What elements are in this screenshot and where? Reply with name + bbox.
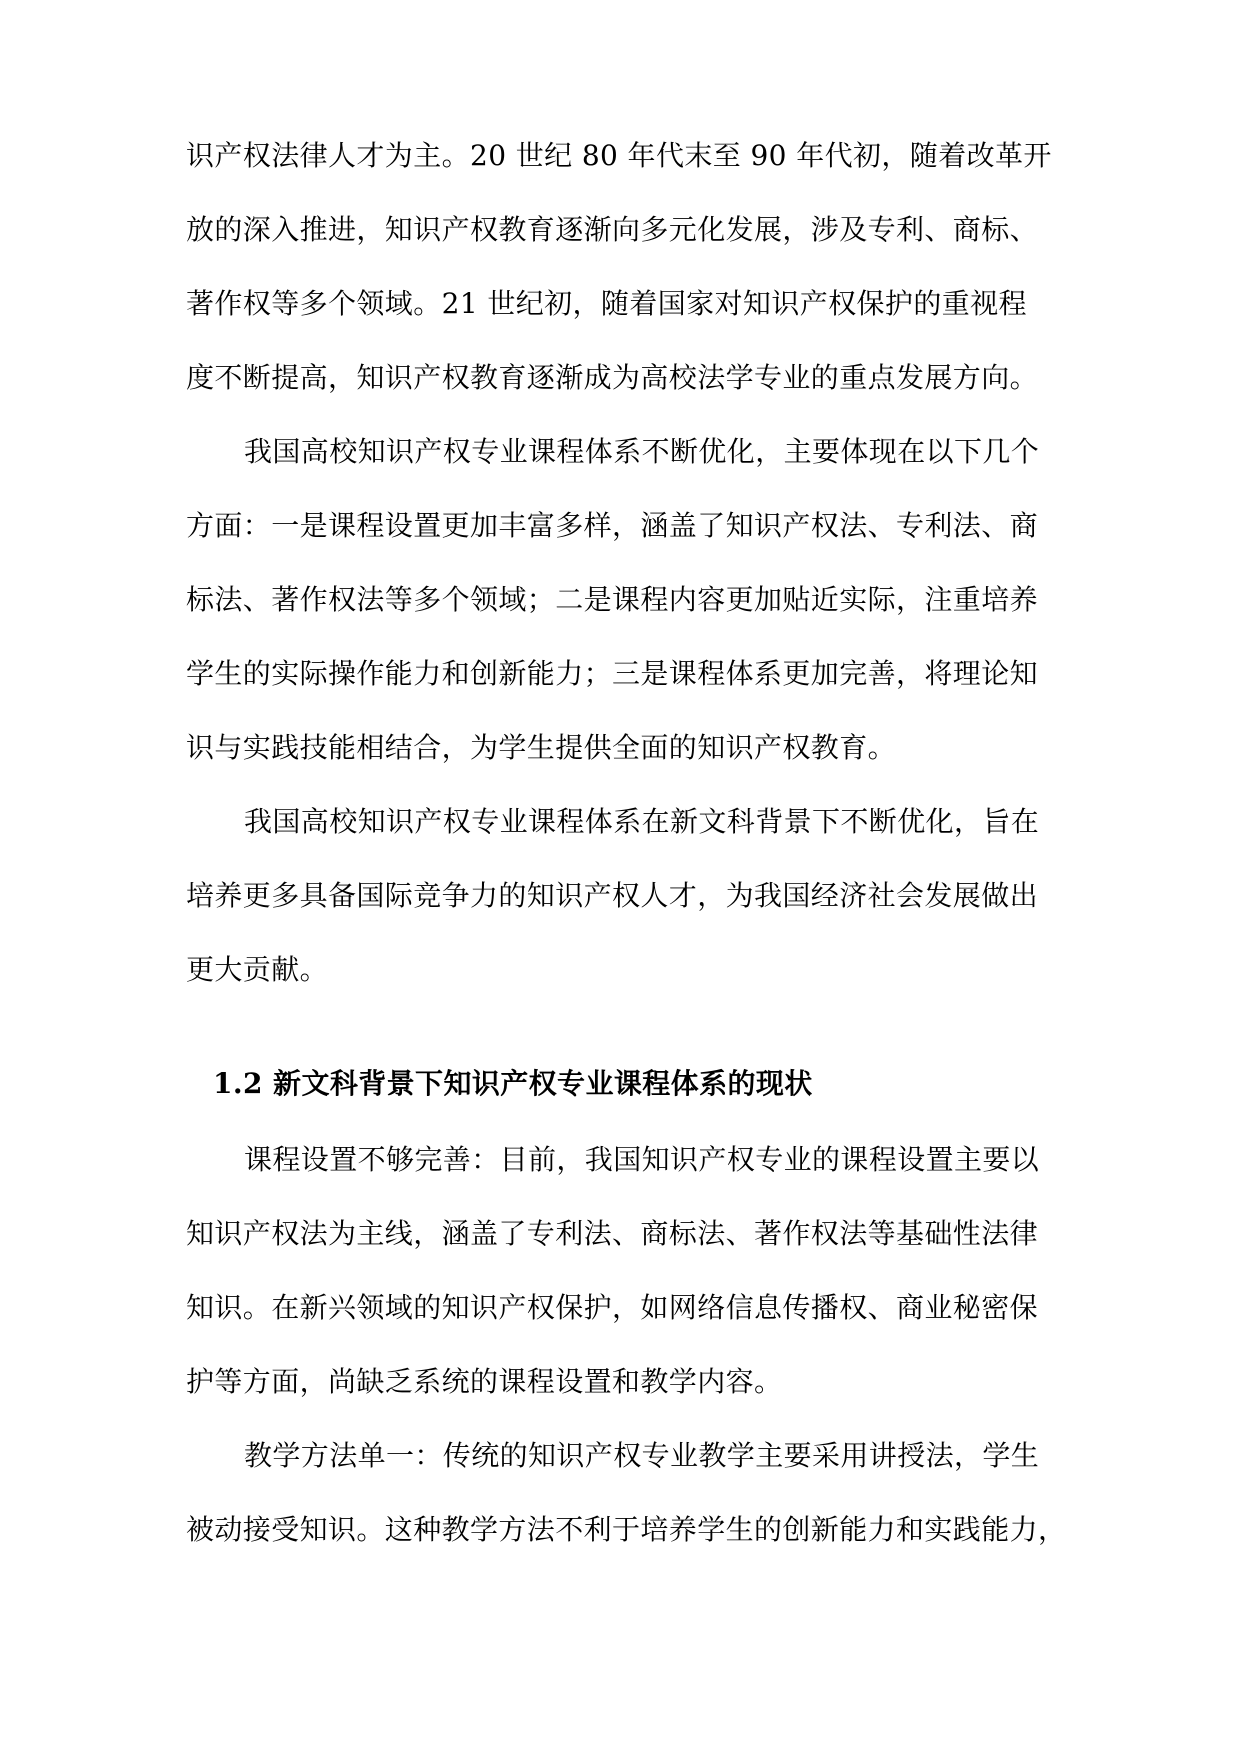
paragraph-line: 培养更多具备国际竞争力的知识产权人才，为我国经济社会发展做出 [186,879,1039,912]
paragraph-line: 度不断提高，知识产权教育逐渐成为高校法学专业的重点发展方向。 [186,361,1039,394]
paragraph-line: 教学方法单一：传统的知识产权专业教学主要采用讲授法，学生 [244,1439,1040,1472]
paragraph-line: 我国高校知识产权专业课程体系不断优化，主要体现在以下几个 [244,435,1040,468]
paragraph-line: 学生的实际操作能力和创新能力；三是课程体系更加完善，将理论知 [186,657,1039,690]
paragraph-line: 著作权等多个领域。21 世纪初，随着国家对知识产权保护的重视程 [186,287,1027,320]
paragraph-line: 识与实践技能相结合，为学生提供全面的知识产权教育。 [186,731,897,764]
paragraph-line: 方面：一是课程设置更加丰富多样，涵盖了知识产权法、专利法、商 [186,509,1039,542]
section-heading: 1.2 新文科背景下知识产权专业课程体系的现状 [213,1067,813,1100]
paragraph-line: 被动接受知识。这种教学方法不利于培养学生的创新能力和实践能力， [186,1513,1067,1546]
paragraph-line: 我国高校知识产权专业课程体系在新文科背景下不断优化，旨在 [244,805,1040,838]
paragraph-line: 放的深入推进，知识产权教育逐渐向多元化发展，涉及专利、商标、 [186,213,1039,246]
paragraph-line: 标法、著作权法等多个领域；二是课程内容更加贴近实际，注重培养 [186,583,1039,616]
paragraph-line: 识产权法律人才为主。20 世纪 80 年代末至 90 年代初，随着改革开 [186,139,1052,172]
paragraph-line: 知识。在新兴领域的知识产权保护，如网络信息传播权、商业秘密保 [186,1291,1039,1324]
paragraph-line: 护等方面，尚缺乏系统的课程设置和教学内容。 [186,1365,783,1398]
paragraph-line: 知识产权法为主线，涵盖了专利法、商标法、著作权法等基础性法律 [186,1217,1039,1250]
paragraph-line: 课程设置不够完善：目前，我国知识产权专业的课程设置主要以 [244,1143,1040,1176]
paragraph-line: 更大贡献。 [186,953,329,986]
